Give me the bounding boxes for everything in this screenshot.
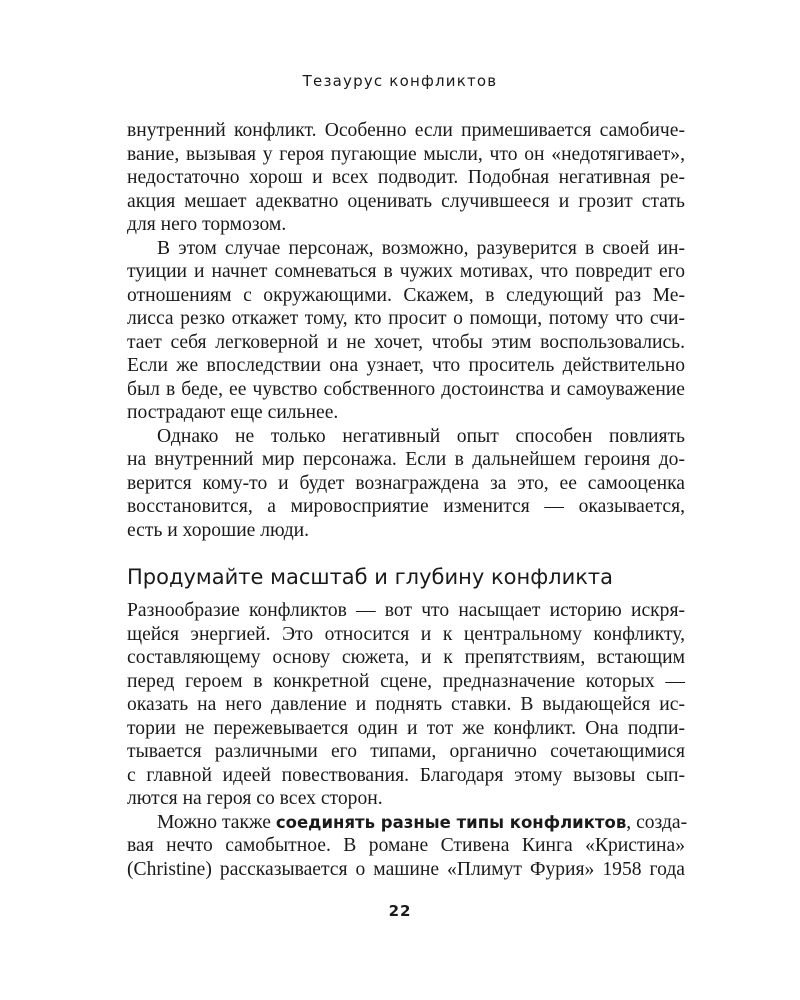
text-line: внутренний конфликт. Особенно если примешивается самобичe-	[127, 120, 685, 141]
text-line: лются на героя со всех сторон.	[127, 788, 383, 809]
text-line: вая нечто самобытное. В романе Стивена Кинга «Кристина»	[127, 835, 685, 856]
text-line-with-emphasis	[127, 811, 688, 835]
running-title: Тезаурус конфликтов	[302, 72, 498, 90]
emphasis-term: соединять разные типы конфликтов	[275, 812, 627, 832]
text-line: акция мешает адекватно оценивать случившееся и грозит стать	[127, 190, 685, 212]
text-block-section	[127, 599, 688, 881]
text-line: вание, вызывая у героя пугающие мысли, что он «недотягивает»,	[127, 143, 685, 165]
text-line: оказать на него давление и поднять ставки. В выдающейся ис-	[127, 694, 685, 715]
text-line: Если же впоследствии она узнает, что проситель действительно	[127, 355, 685, 376]
text-line: для него тормозом.	[127, 214, 287, 235]
text-line: тает себя легковерной и не хочет, чтобы этим воспользовались.	[127, 331, 685, 353]
text-line: составляющему основу сюжета, и к препятствиям, встающим	[127, 647, 685, 668]
text-line: восстановится, а мировосприятие изменится — оказывается,	[127, 496, 685, 517]
text-line: пострадают еще сильнее.	[127, 402, 339, 423]
text-line: недостаточно хорош и всех подводит. Подобная негативная ре-	[127, 167, 685, 188]
text-line: лисса резко откажет тому, кто просит о помощи, потому что счи-	[127, 308, 685, 329]
text-line: Разнообразие конфликтов — вот что насыщает историю искря-	[127, 600, 685, 621]
text-line: отношениям с окружающими. Скажем, в следующий раз Ме-	[127, 284, 685, 306]
text-line: с главной идеей повествования. Благодаря этому вызовы сып-	[127, 764, 685, 786]
text-line: щейся энергией. Это относится и к центральному конфликту,	[127, 623, 685, 645]
text-line: был в беде, ее чувство собственного достоинства и самоуважение	[127, 378, 685, 400]
text-line: Однако не только негативный опыт способен повлиять	[157, 425, 685, 447]
text-line: тывается различными его типами, органично сочетающимися	[127, 741, 685, 762]
section-heading: Продумайте масштаб и глубину конфликта	[127, 565, 614, 589]
page-number: 22	[388, 902, 412, 920]
text-line: туиции и начнет сомневаться в чужих мотивах, что повредит его	[127, 261, 685, 282]
text-line: тории не пережевывается один и тот же конфликт. Она подпи-	[127, 717, 685, 739]
text-line: В этом случае персонаж, возможно, разуверится в своей ин-	[157, 237, 685, 259]
text-line: есть и хорошие люди.	[127, 519, 310, 541]
text-block-intro	[127, 119, 685, 542]
text-run: Можно также	[157, 811, 276, 833]
text-line: (Christine) рассказывается о машине «Плимут Фурия» 1958 года	[127, 858, 685, 880]
text-run: , созда-	[626, 811, 688, 833]
text-line: перед героем в конкретной сцене, предназначение которых —	[127, 670, 685, 692]
text-line: на внутренний мир персонажа. Если в дальнейшем героиня до-	[127, 449, 685, 470]
text-line: верится кому-то и будет вознаграждена за это, ее самооценка	[127, 472, 685, 494]
